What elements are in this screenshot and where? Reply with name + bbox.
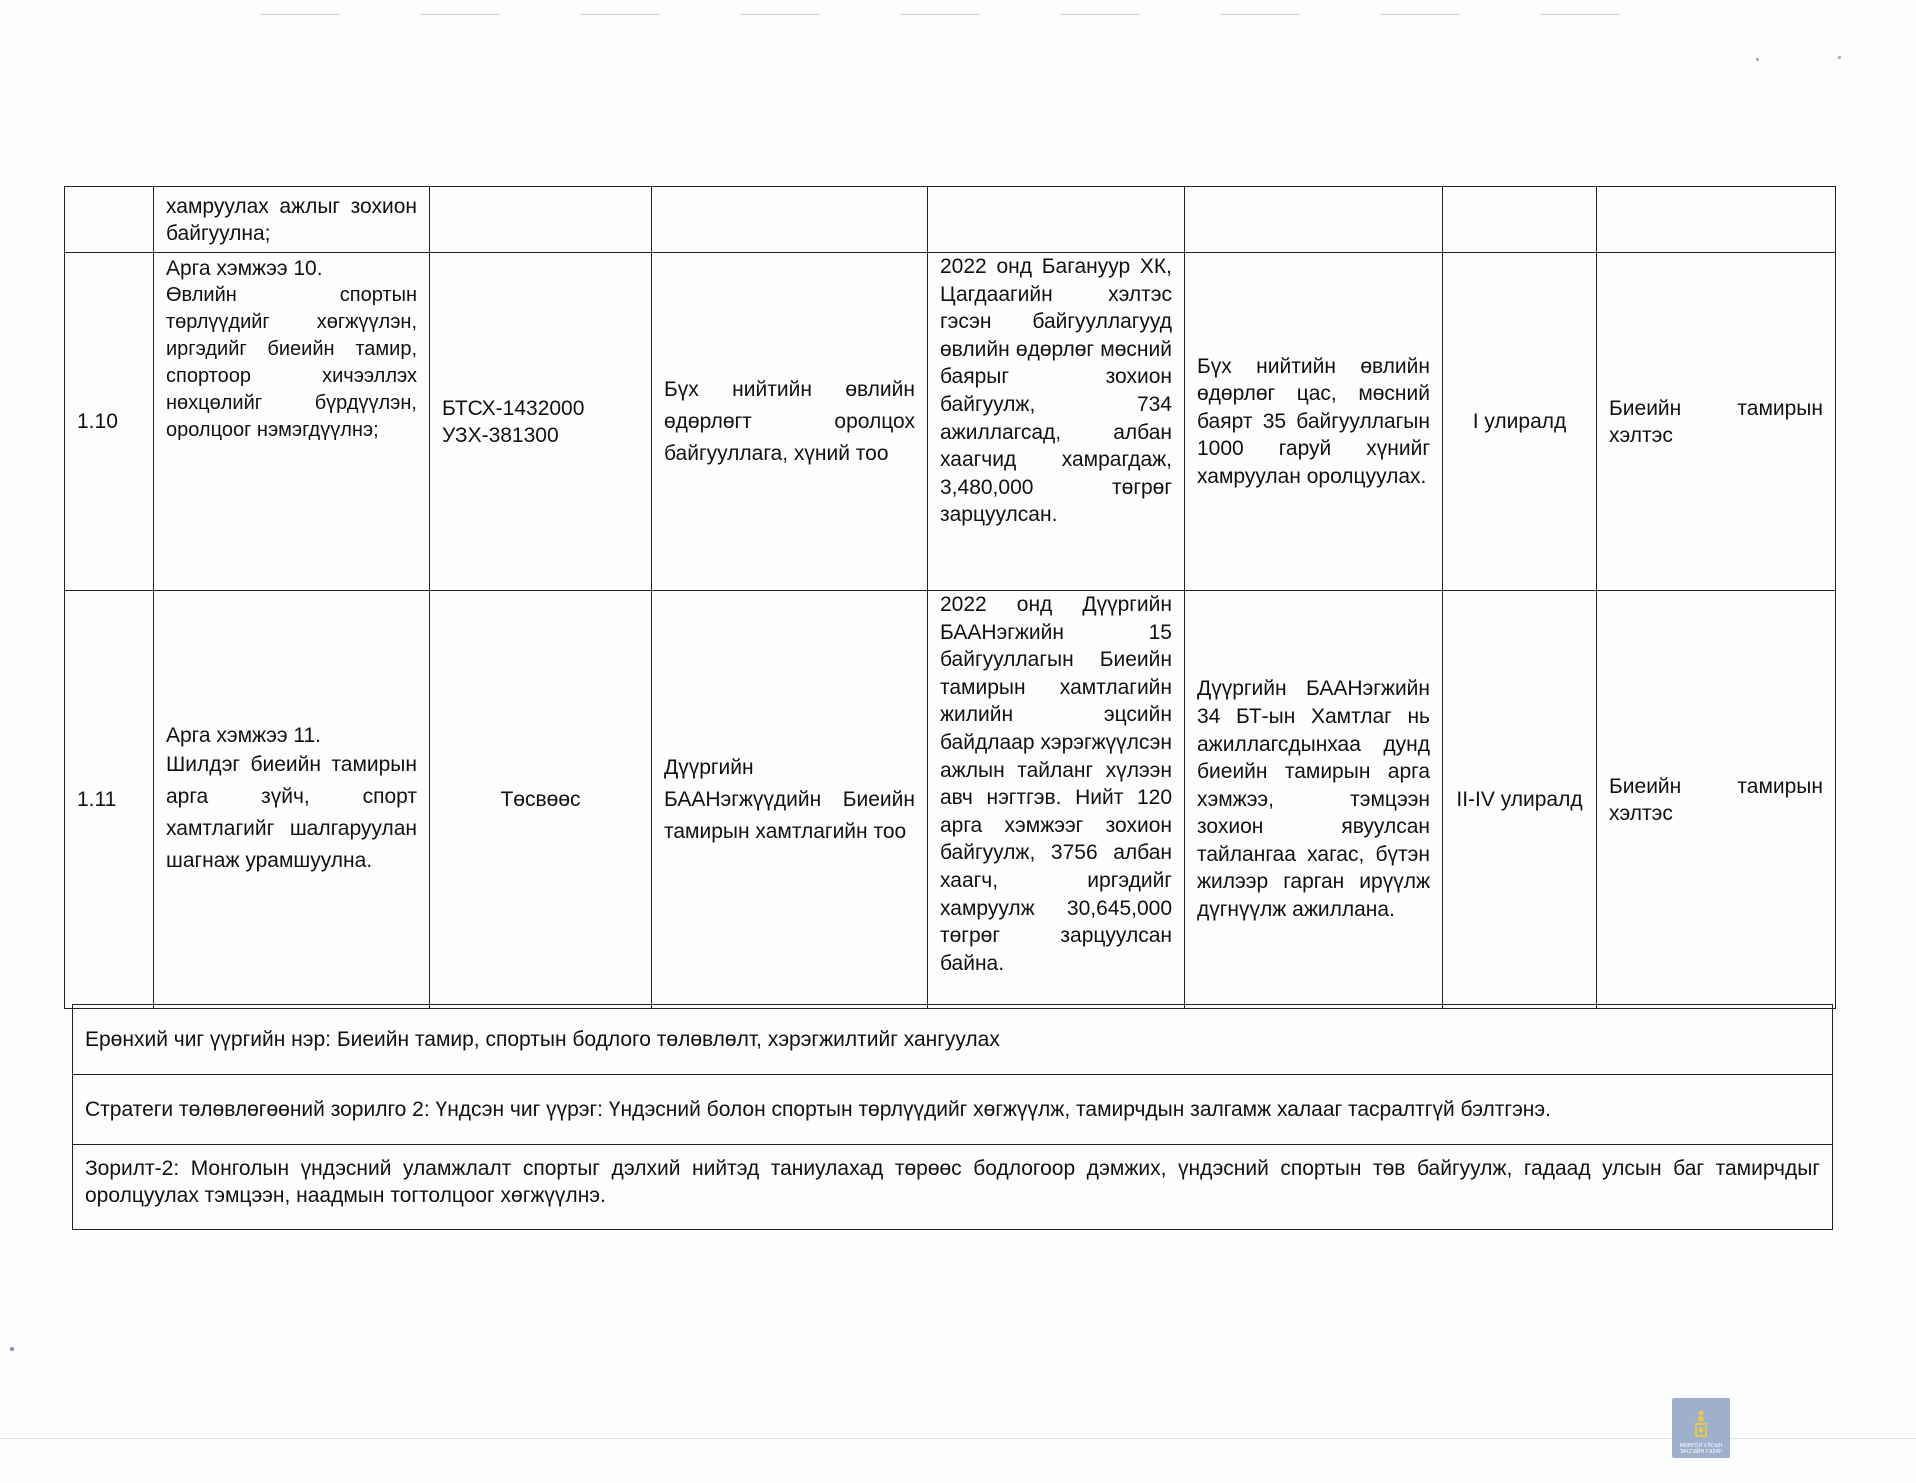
period-cell [1443,187,1597,253]
indicator-cell: Дүүргийн БААНэгжүүдийн Биеийн тамирын хамтлагийн тоо [652,591,928,1009]
activity-cell [154,187,430,253]
progress-cell: 2022 онд Багануур ХК, Цагдаагийн хэлтэс гэсэн байгууллагууд өвлийн өдөрлөг мөсний баярыг зохион байгуулж, 734 ажиллагсад, албан хаагчид хамрагдаж, 3,480,000 төгрөг зарцуулсан. [928,253,1185,591]
responsible-cell [1597,187,1836,253]
activity-cell [154,253,430,591]
activity-text: хамруулах ажлыг зохион байгуулна; [166,194,417,245]
table-row [73,1075,1833,1145]
funding-line: Төсвөөс [500,788,581,811]
table-row [65,591,1836,1009]
funding-cell [430,591,652,1009]
strategic-goal-cell: Стратеги төлөвлөгөөний зорилго 2: Үндсэн чиг үүрэг: Үндэсний болон спортын төрлүүдийг хөгжүүлж, тамирчдын залгамж халааг тасралтгүй бэлтгэнэ. [73,1075,1833,1145]
scan-artifact-top [260,14,1660,15]
seal-caption [1680,1443,1723,1455]
table-row [65,187,1836,253]
indicator-cell [652,187,928,253]
government-seal [1672,1398,1730,1458]
period-cell: I улиралд [1443,253,1597,591]
action-plan-table [64,186,1836,1009]
period-cell: II-IV улиралд [1443,591,1597,1009]
responsible-cell: Биеийн тамирын хэлтэс [1597,253,1836,591]
row-index-cell: 1.11 [65,591,154,1009]
indicator-cell: Бүх нийтийн өвлийн өдөрлөгт оролцох байгууллага, хүний тоо [652,253,928,591]
general-direction-cell: Ерөнхий чиг үүргийн нэр: Биеийн тамир, спортын бодлого төлөвлөлт, хэрэгжилтийг хангуулах [73,1005,1833,1075]
progress-cell [928,187,1185,253]
target-cell: Бүх нийтийн өвлийн өдөрлөг цас, мөсний баярт 35 байгууллагын 1000 гаруй хүнийг хамруулан оролцуулах. [1185,253,1443,591]
funding-cell [430,187,652,253]
target-cell [1185,187,1443,253]
target-cell: Дүүргийн БААНэгжийн 34 БТ-ын Хамтлаг нь ажиллагсдынхаа дунд биеийн тамирын арга хэмжээ, тэмцээн зохион явуулсан тайлангаа хагас, бүтэн жилээр гарган ирүүлж дүгнүүлж ажиллана. [1185,591,1443,1009]
seal-caption-line: ЗАСГИЙН ГАЗАР [1679,1449,1723,1455]
activity-text: Шилдэг биеийн тамирын арга зүйч, спорт хамтлагийг шалгаруулан шагнаж урамшуулна. [166,753,417,872]
activity-title: Арга хэмжээ 11. [166,724,321,747]
activity-cell [154,591,430,1009]
objective-cell: Зорилт-2: Монголын үндэсний уламжлалт спортыг дэлхий нийтэд таниулахад төрөөс бодлогоор дэмжих, үндэсний спортын төв байгуулж, гадаад улсын баг тамирчдыг оролцуулах тэмцээн, наадмын тогтолцоог хөгжүүлнэ. [73,1145,1833,1230]
activity-text: Өвлийн спортын төрлүүдийг хөгжүүлэн, иргэдийг биеийн тамир, спортоор хичээллэх нөхцөлийг бүрдүүлэн, оролцоог нэмэгдүүлнэ; [166,284,417,441]
activity-title: Арга хэмжээ 10. [166,257,323,280]
scan-speck [1756,58,1759,61]
seal-caption-line: МОНГОЛ УЛСЫН [1679,1443,1723,1449]
table-row [73,1145,1833,1230]
progress-cell: 2022 онд Дүүргийн БААНэгжийн 15 байгууллагын Биеийн тамирын хамтлагийн жилийн эцсийн байдлаар хэрэгжүүлсэн ажлын тайланг хүлээн авч нэгтгэв. Нийт 120 арга хэмжээг зохион байгуулж, 3756 албан хаагч, иргэдийг хамруулж 30,645,000 төгрөг зарцуулсан байна. [928,591,1185,1009]
responsible-cell: Биеийн тамирын хэлтэс [1597,591,1836,1009]
row-index-cell: 1.10 [65,253,154,591]
scan-speck [1838,56,1841,59]
table-row [73,1005,1833,1075]
funding-cell [430,253,652,591]
scan-artifact-bottom [0,1438,1916,1439]
row-index-cell [65,187,154,253]
scan-speck [10,1347,14,1351]
strategy-table [72,1004,1833,1230]
table-row [65,253,1836,591]
soyombo-icon [1691,1409,1711,1439]
funding-line: УЗХ-381300 [442,423,559,447]
funding-line: БТСХ-1432000 [442,396,585,420]
